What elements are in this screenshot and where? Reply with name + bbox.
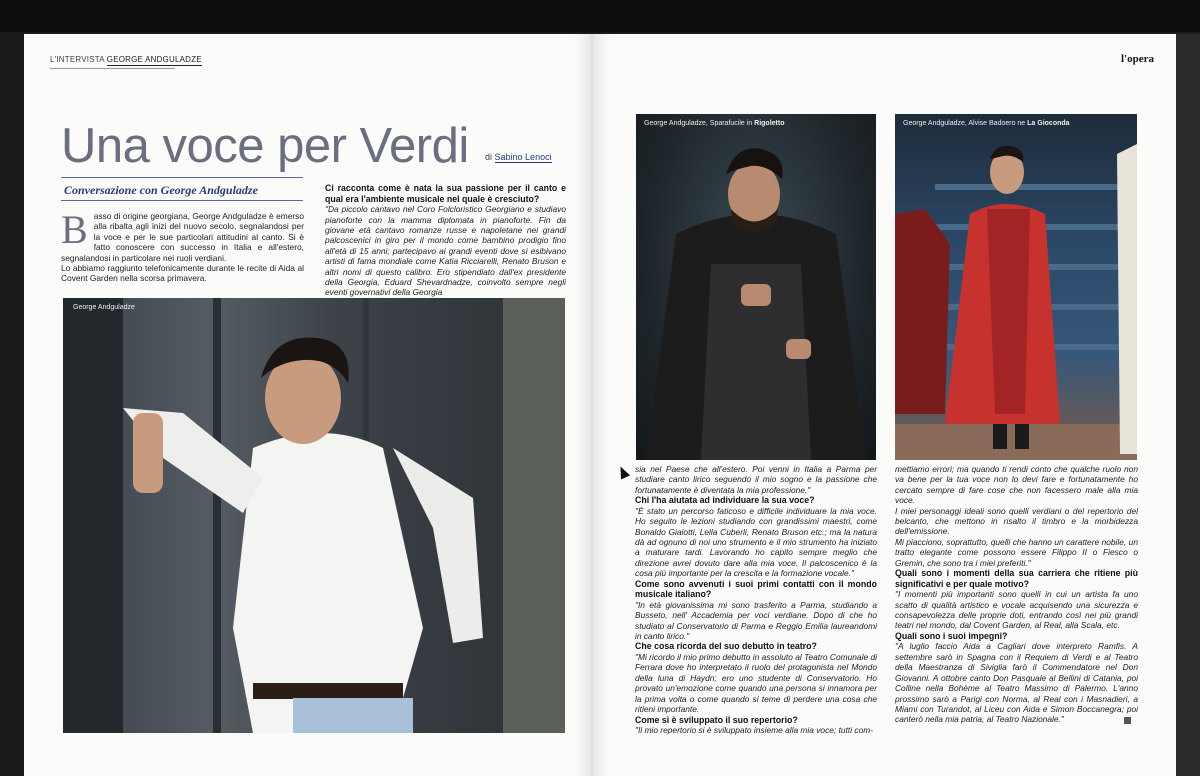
gioconda-illustration — [895, 114, 1137, 460]
subtitle-rule — [61, 200, 303, 201]
answer-5-part-c: Mi piacciono, soprattutto, quelli che hanno un carattere nobile, un tratto elegante come possono essere Filippo II o Fiesco o Gremin, che sono tra i miei preferiti." — [895, 536, 1138, 568]
answer-5-part-b: I miei personaggi ideali sono quelli verdiani o del repertorio del belcanto, che mettono in risalto il timbro e la morbidezza dell'emissione. — [895, 505, 1138, 537]
right-edge — [1176, 34, 1200, 776]
end-mark — [1124, 717, 1131, 724]
question-7: Quali sono i suoi impegni? — [895, 630, 1008, 641]
rigoletto-caption-text: George Andguladze, Sparafucile in — [644, 120, 753, 127]
interview-column-3 — [635, 464, 877, 736]
rigoletto-caption — [644, 120, 784, 127]
section-label: L'INTERVISTA — [50, 55, 105, 64]
question-4: Che cosa ricorda del suo debutto in teatro? — [635, 641, 817, 652]
page-gutter — [574, 34, 610, 776]
header-rule — [50, 68, 175, 69]
gioconda-caption — [903, 120, 1070, 127]
question-6: Quali sono i momenti della sua carriera che ritiene più significativi e per quale motivo? — [895, 568, 1138, 589]
gioconda-caption-text: George Andguladze, Alvise Badoero ne — [903, 120, 1026, 127]
answer-3: "In età giovanissima mi sono trasferito a Parma, studiando a Busseto, nell' Accademia per voci verdiane. Dopo di che ho studiato al Conservatorio di Parma e Reggio Emilia laureandomi in canto lirico." — [635, 599, 877, 642]
gioconda-photo — [895, 114, 1137, 460]
question-1: Ci racconta come è nata la sua passione per il canto e qual era l'ambiente musicale nel quale è cresciuto? — [325, 183, 566, 204]
article-title: Una voce per Verdi — [61, 119, 469, 173]
answer-7 — [895, 641, 1138, 724]
title-rule — [61, 177, 303, 178]
top-bar — [0, 0, 1200, 32]
intro-text-2: Lo abbiamo raggiunto telefonicamente durante le recite di Aida al Covent Garden nella scorsa primavera. — [61, 263, 304, 284]
article-subtitle: Conversazione con George Andguladze — [64, 183, 258, 197]
portrait-photo — [63, 298, 565, 733]
byline-prefix: di — [485, 152, 493, 162]
drop-cap: B — [61, 207, 88, 252]
answer-5-continued: mettiamo errori; ma quando ti rendi conto che qualche ruolo non va bene per la tua voce non lo devi fare e fortunatamente ho cercato sempre di fare cose che non facessero male alla mia voce. — [895, 464, 1138, 506]
interview-column-4 — [895, 464, 1138, 725]
running-head — [50, 55, 202, 64]
subject-label: GEORGE ANDGULADZE — [106, 55, 202, 64]
question-2: Chi l'ha aiutata ad individuare la sua voce? — [635, 495, 815, 506]
question-3: Come sono avvenuti i suoi primi contatti con il mondo musicale italiano? — [635, 578, 877, 600]
answer-5: "Il mio repertorio si è sviluppato insieme alla mia voce; tutti com- — [635, 725, 874, 736]
portrait-caption: George Andguladze — [73, 304, 135, 311]
intro-text-1: asso di origine georgiana, George Andguladze è emerso alla ribalta agli inizi del nuovo secolo, segnalandosi per la voce e per le sue particolari attitudini al canto. Si è fatto conoscere con successo in Italia e all'estero, segnalandosi in particolare nei ruoli verdiani. — [61, 211, 304, 263]
answer-6: "I momenti più importanti sono quelli in cui un artista fa uno scatto di qualità artistico e vocale acquisendo una sicurezza e consapevolezza delle proprie doti, entrando così nei più grandi teatri nel mondo, dal Covent Garden, al Real, alla Scala, etc. — [895, 589, 1138, 631]
answer-2: "È stato un percorso faticoso e difficile individuare la mia voce. Ho seguito le lezioni studiando con grandissimi maestri, come Bonaldo Giaiotti, Lella Cuberli, Renato Bruson etc.; ma la natura dà ad ognuno di noi uno strumento e il mio strumento ha iniziato a maturare tardi. Lavorando ho capito sempre meglio che direzione avrei dovuto dare alla mia voce. Il palcoscenico è la cosa più importante per la crescita e la formazione vocale." — [635, 505, 877, 579]
interview-column-1 — [325, 183, 566, 298]
rigoletto-illustration — [636, 114, 876, 460]
magazine-logo: l'opera — [1121, 53, 1154, 65]
question-5: Come si è sviluppato il suo repertorio? — [635, 714, 798, 725]
answer-1: "Da piccolo cantavo nel Coro Folcloristico Georgiano e studiavo pianoforte con la mamma diplomata in pianoforte. Fin da giovane età cantavo romanze russe e napoletane nei grandi palcoscenici in giro per il mondo come bambino prodigio fino all'età di 15 anni; partecipavo ai grandi eventi dove si esibivano artisti di fama mondiale come Katia Ricciarelli, Renato Bruson e altri nomi di questo calibro. Ero stipendiato dall'ex presidente della Georgia, Eduard Shevardnadze, coinvolto sempre negli eventi governativi della Georgia — [325, 204, 566, 298]
rigoletto-photo — [636, 114, 876, 460]
answer-4: "Mi ricordo il mio primo debutto in assoluto al Teatro Comunale di Ferrara dove ho interpretato il ruolo del protagonista nel Mondo della luna di Haydn; ero uno studente di Conservatorio. Ho provato un'emozione come quando una persona si innamora per la prima volta o come quando si teme di perdere una cosa che ritieni importante. — [635, 652, 877, 715]
answer-1-continued: sia nel Paese che all'estero. Poi venni in Italia a Parma per studiare canto lirico seguendo il mio sogno e la passione che fortunatamente è diventata la mia professione." — [635, 464, 877, 495]
byline-author: Sabino Lenoci — [494, 152, 552, 162]
intro-paragraph — [61, 207, 304, 284]
rigoletto-caption-title: Rigoletto — [754, 120, 785, 127]
byline — [485, 152, 552, 162]
answer-7-text: "A luglio faccio Aida a Cagliari dove interpreto Ramfis. A settembre sarò in Spagna con il Requiem di Verdi e al Teatro della Maestranza di Siviglia farò il Commendatore nel Don Giovanni. A ottobre canto Don Pasquale al Bellini di Catania, poi Colline nella Bohème al Teatro Massimo di Palermo. L'anno prossimo sarò a Parigi con Norma, al Real con i Masnadieri, a Miami con Turandot, al Liceu con Aida e Simon Boccanegra; poi canterò nella mia patria, al Teatro Nazionale." — [895, 641, 1138, 725]
gioconda-caption-title: La Gioconda — [1027, 120, 1070, 127]
portrait-illustration — [63, 298, 565, 733]
